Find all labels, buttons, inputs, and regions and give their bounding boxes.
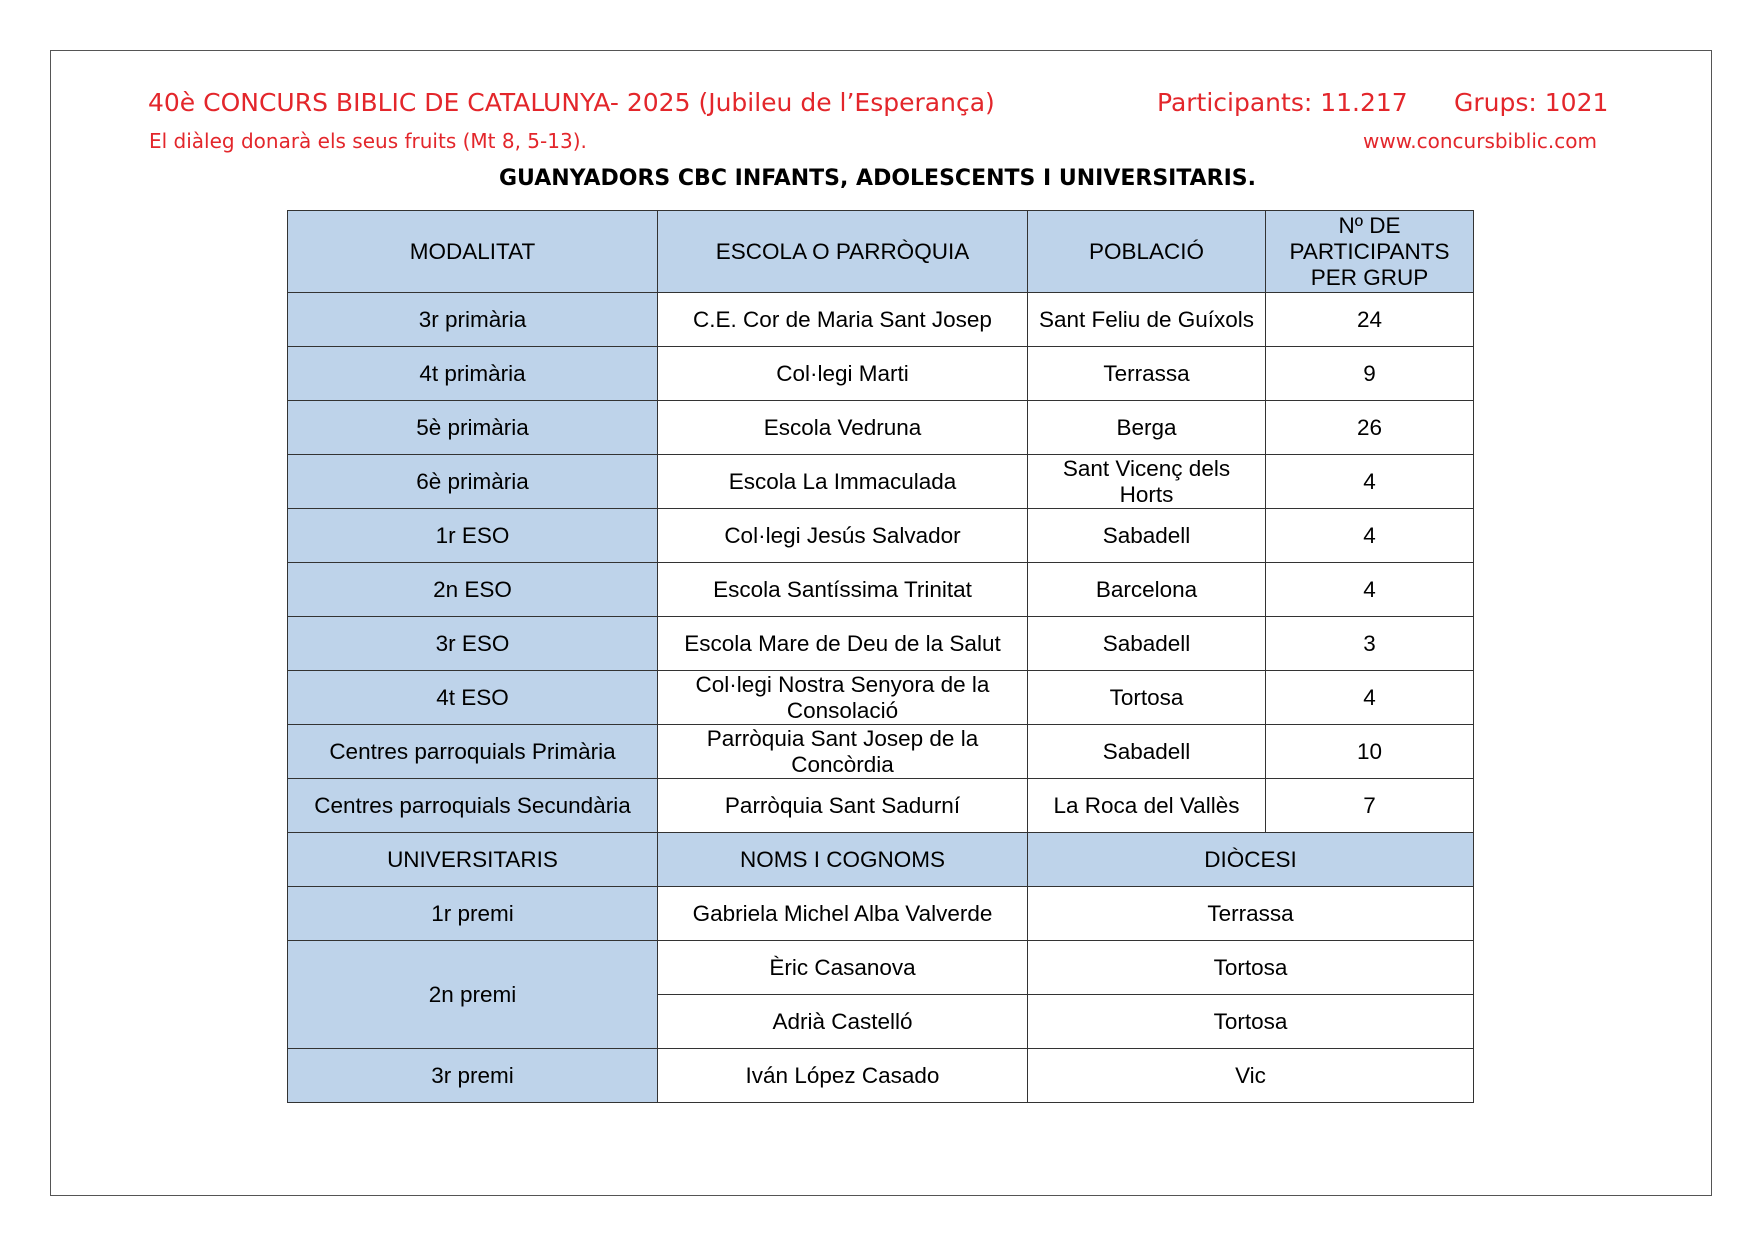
cell-poblacio: Sabadell [1028, 617, 1266, 671]
cell-nom: Adrià Castelló [658, 995, 1028, 1049]
cell-nom: Iván López Casado [658, 1049, 1028, 1103]
cell-diocesi: Terrassa [1028, 887, 1474, 941]
column-header-diocesi: DIÒCESI [1028, 833, 1474, 887]
table-row [288, 347, 1474, 401]
university-row [288, 887, 1474, 941]
contest-title: 40è CONCURS BIBLIC DE CATALUNYA- 2025 (Jubileu de l’Esperança) [148, 88, 995, 117]
cell-poblacio: Sabadell [1028, 725, 1266, 779]
cell-poblacio: La Roca del Vallès [1028, 779, 1266, 833]
cell-modalitat: 4t primària [288, 347, 658, 401]
table-row [288, 563, 1474, 617]
cell-premi: 2n premi [288, 941, 658, 1049]
table-row [288, 725, 1474, 779]
column-header-modalitat: MODALITAT [288, 211, 658, 293]
groups-count: Grups: 1021 [1454, 88, 1609, 117]
cell-modalitat: Centres parroquials Secundària [288, 779, 658, 833]
cell-modalitat: 1r ESO [288, 509, 658, 563]
cell-participants: 9 [1266, 347, 1474, 401]
cell-modalitat: 3r ESO [288, 617, 658, 671]
university-row [288, 941, 1474, 995]
cell-diocesi: Tortosa [1028, 995, 1474, 1049]
cell-escola: Col·legi Marti [658, 347, 1028, 401]
table-row [288, 401, 1474, 455]
cell-modalitat: Centres parroquials Primària [288, 725, 658, 779]
cell-participants: 4 [1266, 455, 1474, 509]
cell-poblacio: Terrassa [1028, 347, 1266, 401]
cell-diocesi: Tortosa [1028, 941, 1474, 995]
cell-modalitat: 5è primària [288, 401, 658, 455]
contest-subtitle: El diàleg donarà els seus fruits (Mt 8, 5-13). [149, 129, 587, 153]
cell-participants: 10 [1266, 725, 1474, 779]
table-header-row [288, 211, 1474, 293]
cell-poblacio: Sabadell [1028, 509, 1266, 563]
cell-escola: Col·legi Nostra Senyora de la Consolació [658, 671, 1028, 725]
cell-participants: 3 [1266, 617, 1474, 671]
table-row [288, 779, 1474, 833]
university-header-row [288, 833, 1474, 887]
cell-participants: 4 [1266, 563, 1474, 617]
cell-escola: Col·legi Jesús Salvador [658, 509, 1028, 563]
website-link[interactable]: www.concursbiblic.com [1363, 129, 1597, 153]
column-header-participants: Nº DE PARTICIPANTS PER GRUP [1266, 211, 1474, 293]
cell-participants: 26 [1266, 401, 1474, 455]
column-header-poblacio: POBLACIÓ [1028, 211, 1266, 293]
cell-escola: Escola La Immaculada [658, 455, 1028, 509]
cell-premi: 3r premi [288, 1049, 658, 1103]
cell-premi: 1r premi [288, 887, 658, 941]
cell-poblacio: Tortosa [1028, 671, 1266, 725]
cell-diocesi: Vic [1028, 1049, 1474, 1103]
column-header-escola: ESCOLA O PARRÒQUIA [658, 211, 1028, 293]
cell-participants: 7 [1266, 779, 1474, 833]
table-row [288, 617, 1474, 671]
winners-table [287, 210, 1474, 1103]
cell-escola: Escola Mare de Deu de la Salut [658, 617, 1028, 671]
table-row [288, 293, 1474, 347]
column-header-noms: NOMS I COGNOMS [658, 833, 1028, 887]
cell-modalitat: 3r primària [288, 293, 658, 347]
cell-poblacio: Barcelona [1028, 563, 1266, 617]
cell-participants: 4 [1266, 509, 1474, 563]
cell-escola: Parròquia Sant Josep de la Concòrdia [658, 725, 1028, 779]
cell-modalitat: 4t ESO [288, 671, 658, 725]
cell-escola: Escola Vedruna [658, 401, 1028, 455]
cell-participants: 4 [1266, 671, 1474, 725]
cell-poblacio: Berga [1028, 401, 1266, 455]
document-title: GUANYADORS CBC INFANTS, ADOLESCENTS I UNIVERSITARIS. [498, 166, 1257, 191]
cell-escola: C.E. Cor de Maria Sant Josep [658, 293, 1028, 347]
participants-count: Participants: 11.217 [1157, 88, 1408, 117]
cell-modalitat: 6è primària [288, 455, 658, 509]
table-row [288, 671, 1474, 725]
column-header-universitaris: UNIVERSITARIS [288, 833, 658, 887]
cell-modalitat: 2n ESO [288, 563, 658, 617]
university-row [288, 1049, 1474, 1103]
cell-nom: Èric Casanova [658, 941, 1028, 995]
cell-nom: Gabriela Michel Alba Valverde [658, 887, 1028, 941]
cell-poblacio: Sant Vicenç dels Horts [1028, 455, 1266, 509]
cell-escola: Parròquia Sant Sadurní [658, 779, 1028, 833]
cell-escola: Escola Santíssima Trinitat [658, 563, 1028, 617]
cell-poblacio: Sant Feliu de Guíxols [1028, 293, 1266, 347]
table-row [288, 509, 1474, 563]
table-row [288, 455, 1474, 509]
cell-participants: 24 [1266, 293, 1474, 347]
